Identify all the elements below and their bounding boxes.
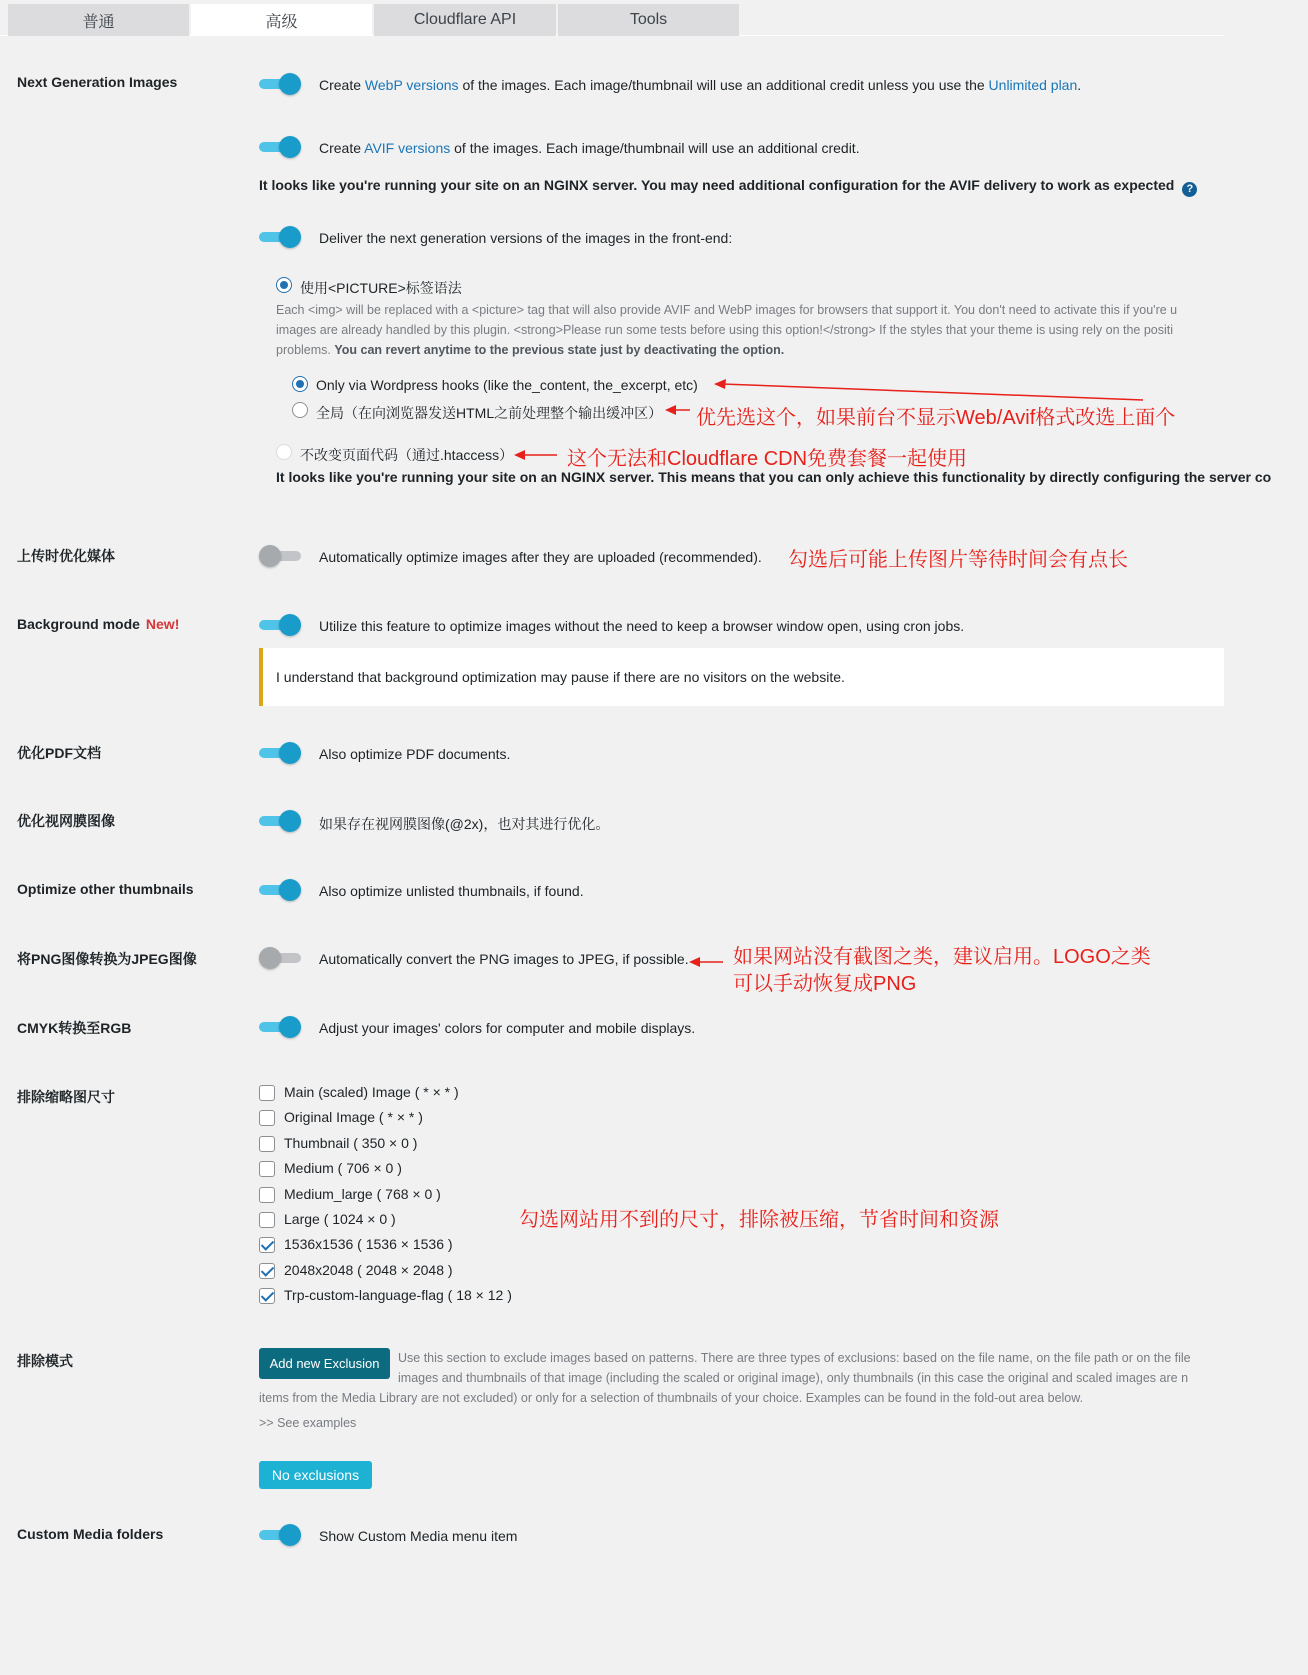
annotation-hooks: 优先选这个，如果前台不显示Web/Avif格式改选上面个 <box>696 407 1176 429</box>
arrow-head-hooks <box>714 379 726 389</box>
add-exclusion-button[interactable]: Add new Exclusion <box>259 1348 390 1379</box>
picture-desc-line1: Each <img> will be replaced with a <picture> tag that will also provide AVIF and WebP images for browsers that support it. You don't need to activate this if you're u <box>276 303 1178 317</box>
exclude-patterns-label: 排除模式 <box>17 1353 73 1369</box>
arrow-head-global <box>665 405 676 415</box>
upload-label: 上传时优化媒体 <box>17 548 115 564</box>
exclude-size-label: Medium_large ( 768 × 0 ) <box>284 1185 441 1202</box>
pdf-label: 优化PDF文档 <box>17 745 101 761</box>
annotation-upload: 勾选后可能上传图片等待时间会有点长 <box>788 549 1128 571</box>
tab-cloudflare-api[interactable]: Cloudflare API <box>374 4 556 36</box>
help-icon[interactable]: ? <box>1182 182 1197 197</box>
exclude-size-label: Trp-custom-language-flag ( 18 × 12 ) <box>284 1287 512 1304</box>
custom-media-description: Show Custom Media menu item <box>319 1528 518 1544</box>
annotation-htaccess: 这个无法和Cloudflare CDN免费套餐一起使用 <box>567 448 968 470</box>
cmyk-description: Adjust your images' colors for computer and mobile displays. <box>319 1020 696 1036</box>
other-thumbs-label: Optimize other thumbnails <box>17 881 194 897</box>
custom-media-label: Custom Media folders <box>17 1526 164 1542</box>
background-description: Utilize this feature to optimize images without the need to keep a browser window open, using cron jobs. <box>319 618 965 634</box>
next-gen-label: Next Generation Images <box>17 74 178 90</box>
htaccess-option-label: 不改变页面代码（通过.htaccess） <box>300 447 514 463</box>
exclusions-desc-line1: Use this section to exclude images based on patterns. There are three types of exclusions: based on the file name, on the file path or on the file <box>398 1351 1191 1365</box>
retina-label: 优化视网膜图像 <box>17 813 115 829</box>
unlimited-plan-link[interactable]: Unlimited plan <box>988 77 1078 93</box>
arrow-head-png <box>689 957 700 967</box>
exclude-size-label: Original Image ( * × * ) <box>284 1109 423 1126</box>
arrow-to-hooks <box>722 384 1143 400</box>
see-examples-link[interactable]: >> See examples <box>259 1416 357 1430</box>
annotation-sizes: 勾选网站用不到的尺寸，排除被压缩，节省时间和资源 <box>519 1209 999 1231</box>
png-jpeg-label: 将PNG图像转换为JPEG图像 <box>17 951 197 967</box>
exclude-size-label: Large ( 1024 × 0 ) <box>284 1211 396 1227</box>
avif-description: Create AVIF versions of the images. Each image/thumbnail will use an additional credit. <box>319 140 860 156</box>
upload-description: Automatically optimize images after they are uploaded (recommended). <box>319 549 762 565</box>
picture-desc-line2: images are already handled by this plugin. <strong>Please run some tests before using this option!</strong> If the styles that your theme is using rely on the positi <box>276 323 1174 337</box>
other-thumbs-description: Also optimize unlisted thumbnails, if found. <box>319 883 584 899</box>
annotation-png-line1: 如果网站没有截图之类，建议启用。LOGO之类 <box>733 946 1151 968</box>
no-exclusions-button[interactable]: No exclusions <box>259 1461 372 1489</box>
new-badge: New! <box>145 616 180 632</box>
webp-description: Create WebP versions of the images. Each image/thumbnail will use an additional credit unless you use the Unlimited plan. <box>319 77 1082 93</box>
exclude-size-label: 1536x1536 ( 1536 × 1536 ) <box>284 1236 453 1253</box>
png-jpeg-description: Automatically convert the PNG images to JPEG, if possible. <box>319 951 689 967</box>
background-notice-text: I understand that background optimization may pause if there are no visitors on the website. <box>276 669 845 685</box>
tab-general[interactable]: 普通 <box>8 4 189 36</box>
exclude-size-label: Main (scaled) Image ( * × * ) <box>284 1084 459 1100</box>
nginx-htaccess-note: It looks like you're running your site on an NGINX server. This means that you can only achieve this functionality by directly configuring the server co <box>276 469 1272 485</box>
tab-advanced[interactable]: 高级 <box>191 4 372 36</box>
exclude-size-label: Medium ( 706 × 0 ) <box>284 1160 402 1177</box>
picture-option-label: 使用<PICTURE>标签语法 <box>300 280 462 296</box>
avif-link[interactable]: AVIF versions <box>364 140 451 156</box>
exclusions-desc-line2: images and thumbnails of that image (including the scaled or original image), only thumbnails (in this case the original and scaled images are n <box>398 1371 1189 1385</box>
deliver-description: Deliver the next generation versions of the images in the front-end: <box>319 230 733 246</box>
background-label: Background mode New! <box>17 616 180 632</box>
retina-description: 如果存在视网膜图像(@2x)，也对其进行优化。 <box>319 816 610 832</box>
exclude-size-label: 2048x2048 ( 2048 × 2048 ) <box>284 1261 453 1278</box>
tab-tools[interactable]: Tools <box>558 4 739 36</box>
cmyk-label: CMYK转换至RGB <box>17 1020 132 1036</box>
nginx-avif-note: It looks like you're running your site on an NGINX server. You may need additional configuration for the AVIF delivery to work as expected ? <box>259 177 1197 197</box>
exclude-size-label: Thumbnail ( 350 × 0 ) <box>284 1134 418 1151</box>
global-option-label: 全局（在向浏览器发送HTML之前处理整个输出缓冲区） <box>316 405 663 421</box>
pdf-description: Also optimize PDF documents. <box>319 746 511 762</box>
picture-desc-line3: problems. You can revert anytime to the previous state just by deactivating the option. <box>276 343 785 357</box>
exclusions-desc-line3: items from the Media Library are not excluded) or only for a selection of thumbnails of your choice. Examples can be found in the fold-out area below. <box>259 1391 1084 1405</box>
annotation-png-line2: 可以手动恢复成PNG <box>733 973 917 995</box>
arrow-head-htaccess <box>514 450 525 460</box>
hooks-option-label: Only via Wordpress hooks (like the_content, the_excerpt, etc) <box>316 377 698 393</box>
webp-link[interactable]: WebP versions <box>364 77 459 93</box>
exclude-sizes-label: 排除缩略图尺寸 <box>17 1089 115 1105</box>
